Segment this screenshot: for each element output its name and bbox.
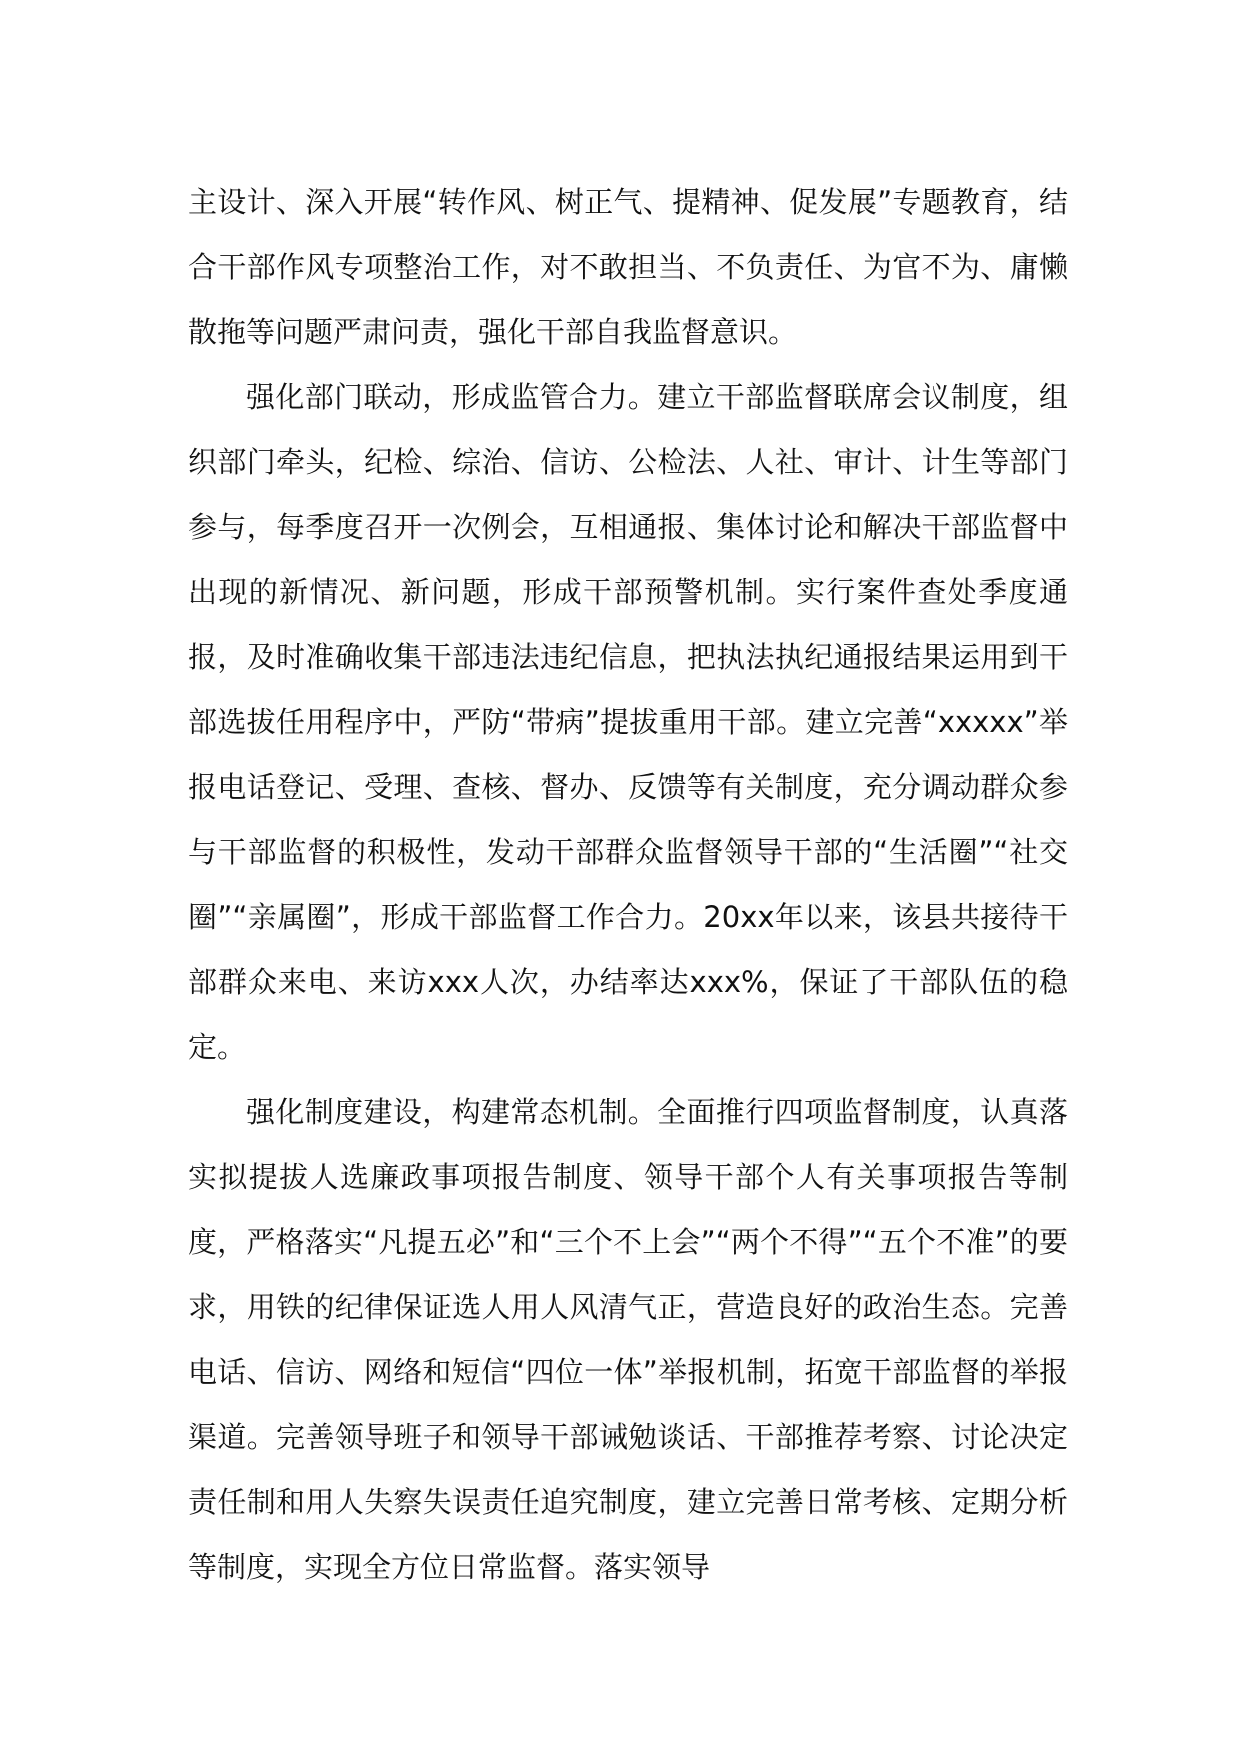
paragraph-department-linkage: 强化部门联动，形成监管合力。建立干部监督联席会议制度，组织部门牵头，纪检、综治、信访、公检法、人社、审计、计生等部门参与，每季度召开一次例会，互相通报、集体讨论和解决干部监督中出现的新情况、新问题，形成干部预警机制。实行案件查处季度通报，及时准确收集干部违法违纪信息，把执法执纪通报结果运用到干部选拔任用程序中，严防“带病”提拔重用干部。建立完善“xxxxx”举报电话登记、受理、查核、督办、反馈等有关制度，充分调动群众参与干部监督的积极性，发动干部群众监督领导干部的“生活圈”“社交圈”“亲属圈”，形成干部监督工作合力。20xx年以来，该县共接待干部群众来电、来访xxx人次，办结率达xxx%，保证了干部队伍的稳定。: [188, 380, 1068, 1064]
paragraph-continuation: 主设计、深入开展“转作风、树正气、提精神、促发展”专题教育，结合干部作风专项整治工作，对不敢担当、不负责任、为官不为、庸懒散拖等问题严肃问责，强化干部自我监督意识。: [188, 185, 1068, 349]
paragraph-system-building: 强化制度建设，构建常态机制。全面推行四项监督制度，认真落实拟提拔人选廉政事项报告制度、领导干部个人有关事项报告等制度，严格落实“凡提五必”和“三个不上会”“两个不得”“五个不准”的要求，用铁的纪律保证选人用人风清气正，营造良好的政治生态。完善电话、信访、网络和短信“四位一体”举报机制，拓宽干部监督的举报渠道。完善领导班子和领导干部诫勉谈话、干部推荐考察、讨论决定责任制和用人失察失误责任追究制度，建立完善日常考核、定期分析等制度，实现全方位日常监督。落实领导: [188, 1095, 1068, 1584]
body-text: [188, 170, 1068, 1600]
